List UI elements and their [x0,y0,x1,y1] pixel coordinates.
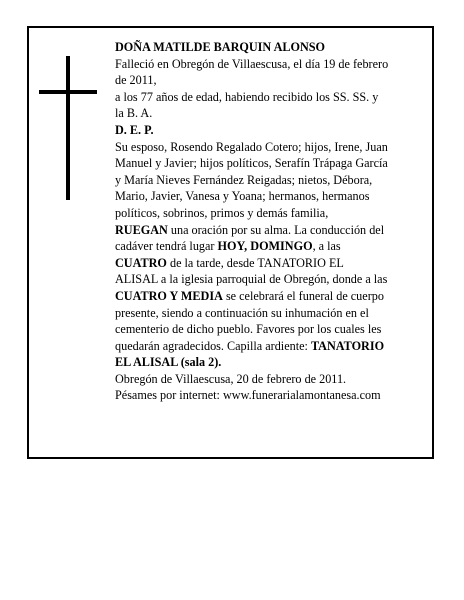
notice-segment: cadáver tendrá lugar [115,239,218,254]
notice-bold-segment: TANATORIO [310,338,385,353]
notice-segment: cementerio de dicho pueblo. Favores por los cuales les [115,322,382,337]
notice-line [115,222,425,239]
notice-line [115,387,425,404]
notice-bold-segment: CUATRO [115,255,167,270]
notice-segment: , a las [312,239,341,254]
notice-line [115,288,425,305]
notice-line [115,205,425,222]
notice-line [115,354,425,371]
notice-text [115,39,425,404]
deceased-name: DOÑA MATILDE BARQUIN ALONSO [115,40,326,54]
notice-segment: de 2011, [115,73,157,88]
notice-segment: Pésames por internet: www.funerarialamontanesa.com [115,388,381,403]
notice-line [115,238,425,255]
notice-line [115,122,425,139]
notice-line [115,188,425,205]
notice-bold-segment: CUATRO Y MEDIA [115,288,223,303]
notice-line [115,72,425,89]
notice-line [115,172,425,189]
notice-segment: la B. A. [115,106,153,121]
notice-segment: ALISAL a la iglesia parroquial de Obregón, donde a las [115,272,388,287]
notice-segment: Obregón de Villaescusa, 20 de febrero de 2011. [115,371,347,386]
notice-segment: una oración por su alma. La conducción del [167,222,385,237]
notice-line [115,105,425,122]
notice-line [115,89,425,106]
notice-line [115,271,425,288]
notice-line [115,321,425,338]
notice-line [115,371,425,388]
notice-segment: Manuel y Javier; hijos políticos, Serafín Trápaga García [115,156,388,171]
notice-bold-segment: EL ALISAL (sala 2). [115,355,222,370]
cross-vertical-bar [66,56,70,200]
notice-segment: presente, siendo a continuación su inhumación en el [115,305,369,320]
notice-line [115,305,425,322]
cross-horizontal-bar [39,90,97,94]
notice-line [115,139,425,156]
notice-line [115,56,425,73]
notice-bold-segment: HOY, DOMINGO [217,239,313,254]
notice-bold-segment: RUEGAN [115,222,168,237]
notice-segment: Mario, Javier, Vanesa y Yoana; hermanos, hermanos [115,189,370,204]
cross-icon [39,56,97,200]
notice-segment: Su esposo, Rosendo Regalado Cotero; hijos, Irene, Juan [115,139,388,154]
notice-bold-segment: D. E. P. [115,122,154,137]
notice-segment: se celebrará el funeral de cuerpo [222,288,384,303]
notice-segment: políticos, sobrinos, primos y demás familia, [115,205,329,220]
notice-segment: de la tarde, desde TANATORIO EL [166,255,344,270]
notice-segment: quedarán agradecidos. Capilla ardiente: [115,338,311,353]
notice-segment: y María Nieves Fernández Reigadas; nietos, Débora, [115,172,373,187]
notice-segment: Falleció en Obregón de Villaescusa, el día 19 de febrero [115,56,389,71]
notice-segment: a los 77 años de edad, habiendo recibido los SS. SS. y [115,89,379,104]
obituary-notice [27,26,434,459]
notice-line [115,155,425,172]
notice-line [115,338,425,355]
notice-line [115,255,425,272]
